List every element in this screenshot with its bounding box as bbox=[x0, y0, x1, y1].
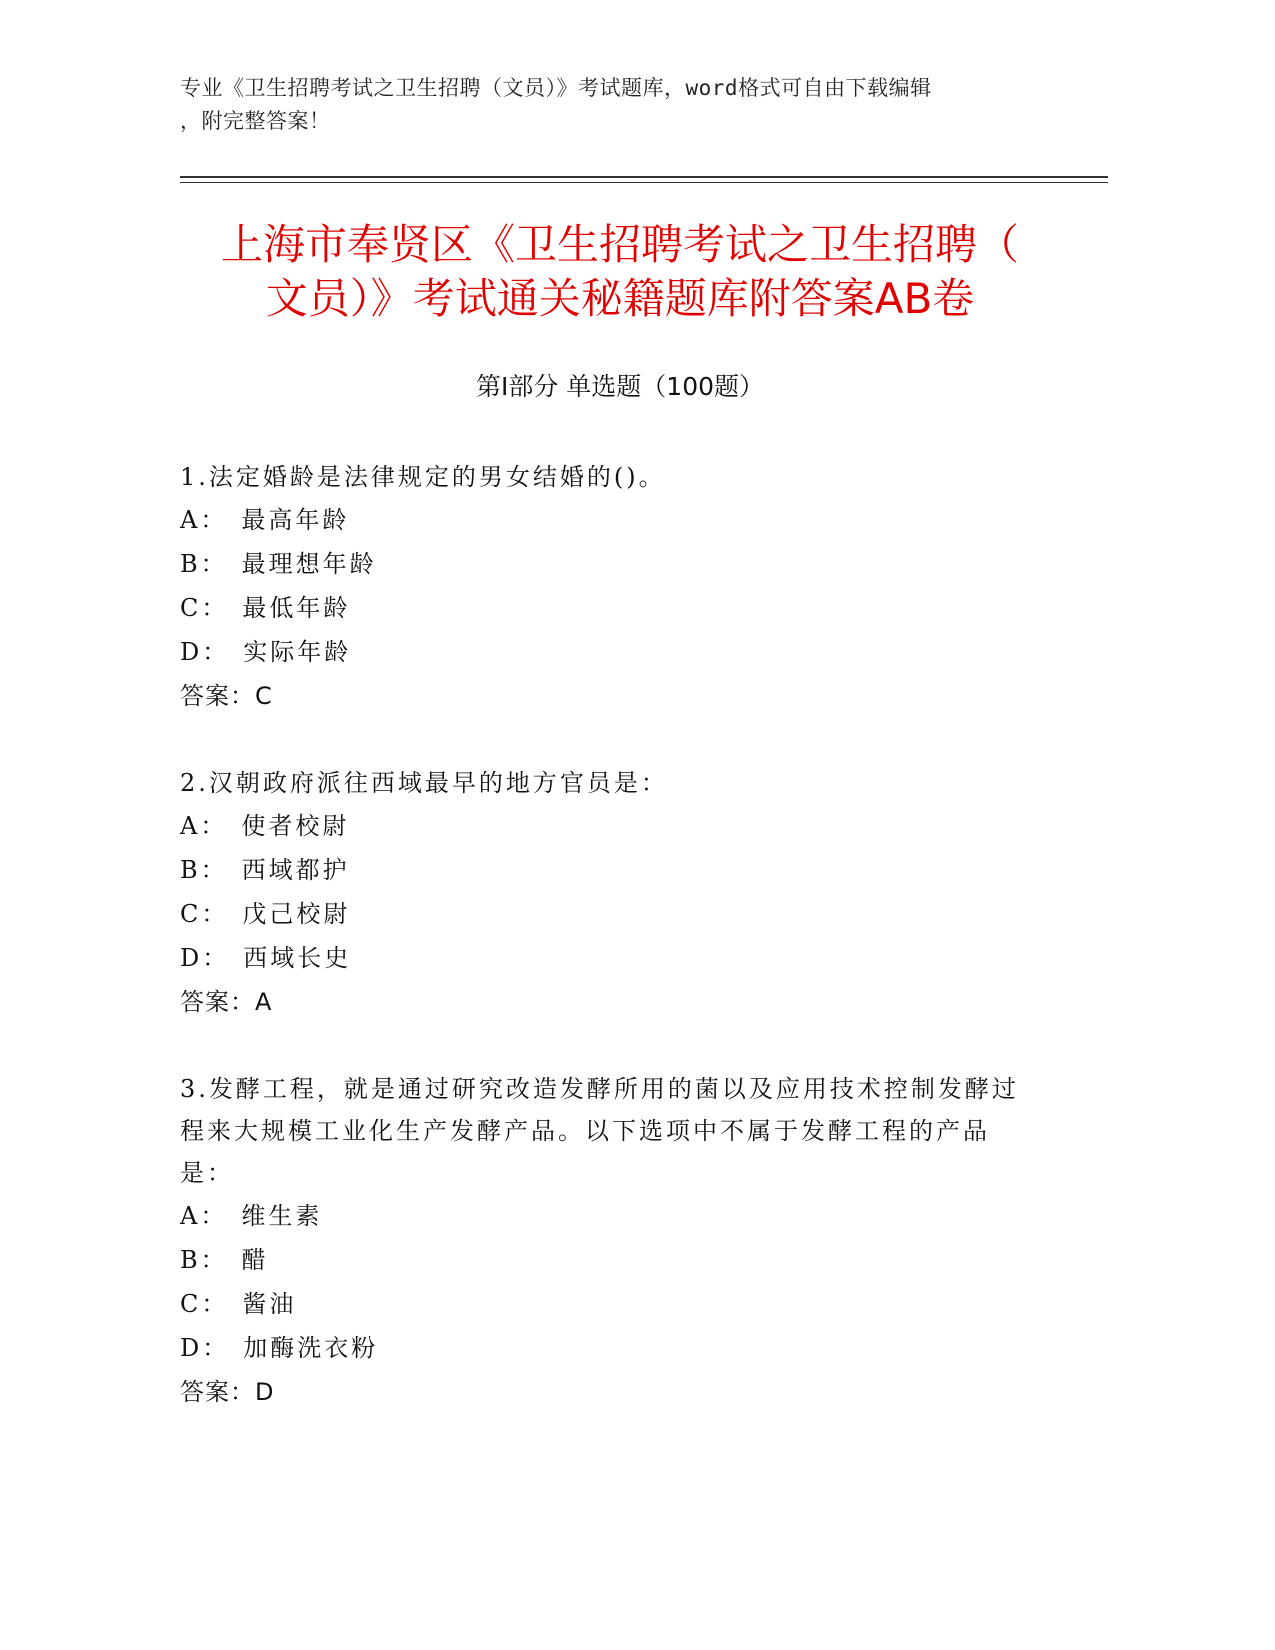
option-text: 最低年龄 bbox=[242, 594, 351, 622]
option-text: 醋 bbox=[241, 1246, 269, 1274]
option-text: 西域都护 bbox=[241, 856, 350, 884]
option-key: C： bbox=[180, 900, 229, 928]
option-text: 西域长史 bbox=[243, 944, 352, 972]
option-c bbox=[180, 586, 1040, 630]
option-key: B： bbox=[180, 1246, 228, 1274]
option-text: 酱油 bbox=[242, 1290, 297, 1318]
document-title-line1: 上海市奉贤区《卫生招聘考试之卫生招聘（ bbox=[220, 220, 1019, 269]
option-key: B： bbox=[180, 856, 228, 884]
section-title: 第Ⅰ部分 单选题（100题） bbox=[475, 372, 765, 401]
option-c bbox=[180, 892, 1040, 936]
option-text: 加酶洗衣粉 bbox=[243, 1334, 379, 1362]
answer-line: 答案：C bbox=[180, 682, 273, 710]
header-note-line2: ，附完整答案！ bbox=[180, 109, 331, 133]
option-a bbox=[180, 1194, 1040, 1238]
option-text: 最理想年龄 bbox=[241, 550, 377, 578]
question-3 bbox=[180, 1068, 1040, 1414]
option-text: 戊己校尉 bbox=[242, 900, 351, 928]
question-1 bbox=[180, 456, 1040, 718]
document-title-line2: 文员）》考试通关秘籍题库附答案AB卷 bbox=[265, 274, 975, 323]
question-2 bbox=[180, 762, 1040, 1024]
option-text: 使者校尉 bbox=[241, 812, 350, 840]
option-key: D： bbox=[180, 944, 230, 972]
header-note bbox=[180, 72, 1060, 138]
option-d bbox=[180, 1326, 1040, 1370]
option-c bbox=[180, 1282, 1040, 1326]
option-key: B： bbox=[180, 550, 228, 578]
option-key: C： bbox=[180, 594, 229, 622]
option-b bbox=[180, 542, 1040, 586]
option-key: C： bbox=[180, 1290, 229, 1318]
question-list bbox=[180, 456, 1040, 1458]
option-b bbox=[180, 1238, 1040, 1282]
option-key: D： bbox=[180, 638, 230, 666]
option-a bbox=[180, 498, 1040, 542]
answer-line: 答案：A bbox=[180, 988, 273, 1016]
option-b bbox=[180, 848, 1040, 892]
option-text: 最高年龄 bbox=[241, 506, 350, 534]
header-rule-thin bbox=[180, 182, 1108, 183]
option-key: A： bbox=[180, 506, 228, 534]
option-key: A： bbox=[180, 1202, 228, 1230]
header-note-line1: 专业《卫生招聘考试之卫生招聘（文员）》考试题库，word格式可自由下载编辑 bbox=[180, 76, 932, 100]
option-text: 实际年龄 bbox=[243, 638, 352, 666]
document-title bbox=[180, 218, 1060, 326]
question-stem: 2.汉朝政府派往西域最早的地方官员是： bbox=[180, 769, 668, 797]
option-a bbox=[180, 804, 1040, 848]
option-d bbox=[180, 936, 1040, 980]
option-d bbox=[180, 630, 1040, 674]
option-key: D： bbox=[180, 1334, 230, 1362]
option-key: A： bbox=[180, 812, 228, 840]
question-stem: 3.发酵工程，就是通过研究改造发酵所用的菌以及应用技术控制发酵过程来大规模工业化生产发酵产品。以下选项中不属于发酵工程的产品是： bbox=[180, 1075, 1019, 1187]
answer-line: 答案：D bbox=[180, 1378, 275, 1406]
option-text: 维生素 bbox=[241, 1202, 323, 1230]
header-rule-thick bbox=[180, 176, 1108, 178]
question-stem: 1.法定婚龄是法律规定的男女结婚的()。 bbox=[180, 463, 666, 491]
